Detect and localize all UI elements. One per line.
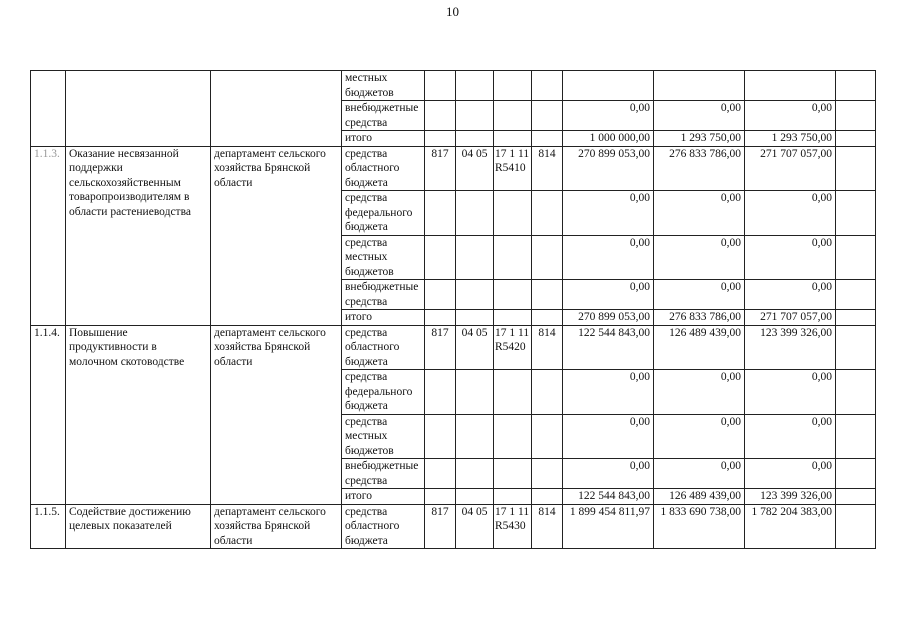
value-cell: 126 489 439,00 [654,325,745,370]
value-cell: 271 707 057,00 [745,310,836,326]
item-number-cell: 1.1.5. [31,504,66,549]
value-cell: 0,00 [563,235,654,280]
source-cell: средства областного бюджета [342,504,425,549]
page-number: 10 [446,4,459,19]
item-number-cell: 1.1.3. [31,146,66,325]
value-cell: 276 833 786,00 [654,146,745,191]
rzpr-cell: 04 05 [456,146,494,191]
item-name-cell [66,71,211,147]
value-cell: 1 000 000,00 [563,131,654,147]
table-row [31,325,876,370]
source-cell: средства федерального бюджета [342,370,425,415]
csr-cell: 17 1 11 R5430 [494,504,532,549]
value-cell: 270 899 053,00 [563,146,654,191]
table-row [31,71,876,101]
item-name-cell: Повышение продуктивности в молочном скотоводстве [66,325,211,504]
vr-cell: 814 [532,504,563,549]
value-cell: 0,00 [654,370,745,415]
value-cell: 0,00 [745,414,836,459]
item-name-cell: Оказание несвязанной поддержки сельскохозяйственным товаропроизводителям в области растениеводства [66,146,211,325]
item-executor-cell: департамент сельского хозяйства Брянской области [211,504,342,549]
csr-cell: 17 1 11 R5420 [494,325,532,370]
value-cell: 122 544 843,00 [563,325,654,370]
source-cell: средства областного бюджета [342,325,425,370]
value-cell: 0,00 [745,191,836,236]
value-cell: 0,00 [563,191,654,236]
value-cell: 122 544 843,00 [563,489,654,505]
source-cell: внебюджетные средства [342,101,425,131]
value-cell: 123 399 326,00 [745,325,836,370]
source-cell: средства местных бюджетов [342,414,425,459]
value-cell: 0,00 [745,235,836,280]
source-cell: итого [342,131,425,147]
source-cell: средства областного бюджета [342,146,425,191]
value-cell: 0,00 [563,414,654,459]
value-cell: 126 489 439,00 [654,489,745,505]
item-number-cell: 1.1.4. [31,325,66,504]
source-cell: средства федерального бюджета [342,191,425,236]
source-cell: местных бюджетов [342,71,425,101]
value-cell: 0,00 [654,280,745,310]
source-cell: итого [342,489,425,505]
value-cell: 1 782 204 383,00 [745,504,836,549]
value-cell: 0,00 [654,235,745,280]
value-cell: 1 293 750,00 [745,131,836,147]
value-cell: 1 833 690 738,00 [654,504,745,549]
item-executor-cell: департамент сельского хозяйства Брянской области [211,325,342,504]
rzpr-cell: 04 05 [456,504,494,549]
table-row [31,504,876,549]
value-cell: 0,00 [563,280,654,310]
budget-table [30,70,876,549]
source-cell: внебюджетные средства [342,280,425,310]
value-cell: 0,00 [745,280,836,310]
item-name-cell: Содействие достижению целевых показателей [66,504,211,549]
item-executor-cell: департамент сельского хозяйства Брянской области [211,146,342,325]
value-cell: 0,00 [745,101,836,131]
source-cell: итого [342,310,425,326]
csr-cell: 17 1 11 R5410 [494,146,532,191]
item-executor-cell [211,71,342,147]
value-cell: 1 293 750,00 [654,131,745,147]
source-cell: внебюджетные средства [342,459,425,489]
grbs-cell: 817 [425,504,456,549]
value-cell: 0,00 [654,191,745,236]
value-cell: 0,00 [745,459,836,489]
grbs-cell: 817 [425,146,456,191]
value-cell: 0,00 [563,459,654,489]
value-cell: 0,00 [654,414,745,459]
value-cell: 270 899 053,00 [563,310,654,326]
item-number-cell [31,71,66,147]
value-cell: 0,00 [654,459,745,489]
value-cell: 0,00 [563,370,654,415]
source-cell: средства местных бюджетов [342,235,425,280]
value-cell: 276 833 786,00 [654,310,745,326]
grbs-cell: 817 [425,325,456,370]
value-cell: 0,00 [563,101,654,131]
table-row [31,146,876,191]
rzpr-cell: 04 05 [456,325,494,370]
value-cell: 0,00 [745,370,836,415]
vr-cell: 814 [532,146,563,191]
value-cell: 0,00 [654,101,745,131]
value-cell: 271 707 057,00 [745,146,836,191]
value-cell: 1 899 454 811,97 [563,504,654,549]
vr-cell: 814 [532,325,563,370]
value-cell: 123 399 326,00 [745,489,836,505]
